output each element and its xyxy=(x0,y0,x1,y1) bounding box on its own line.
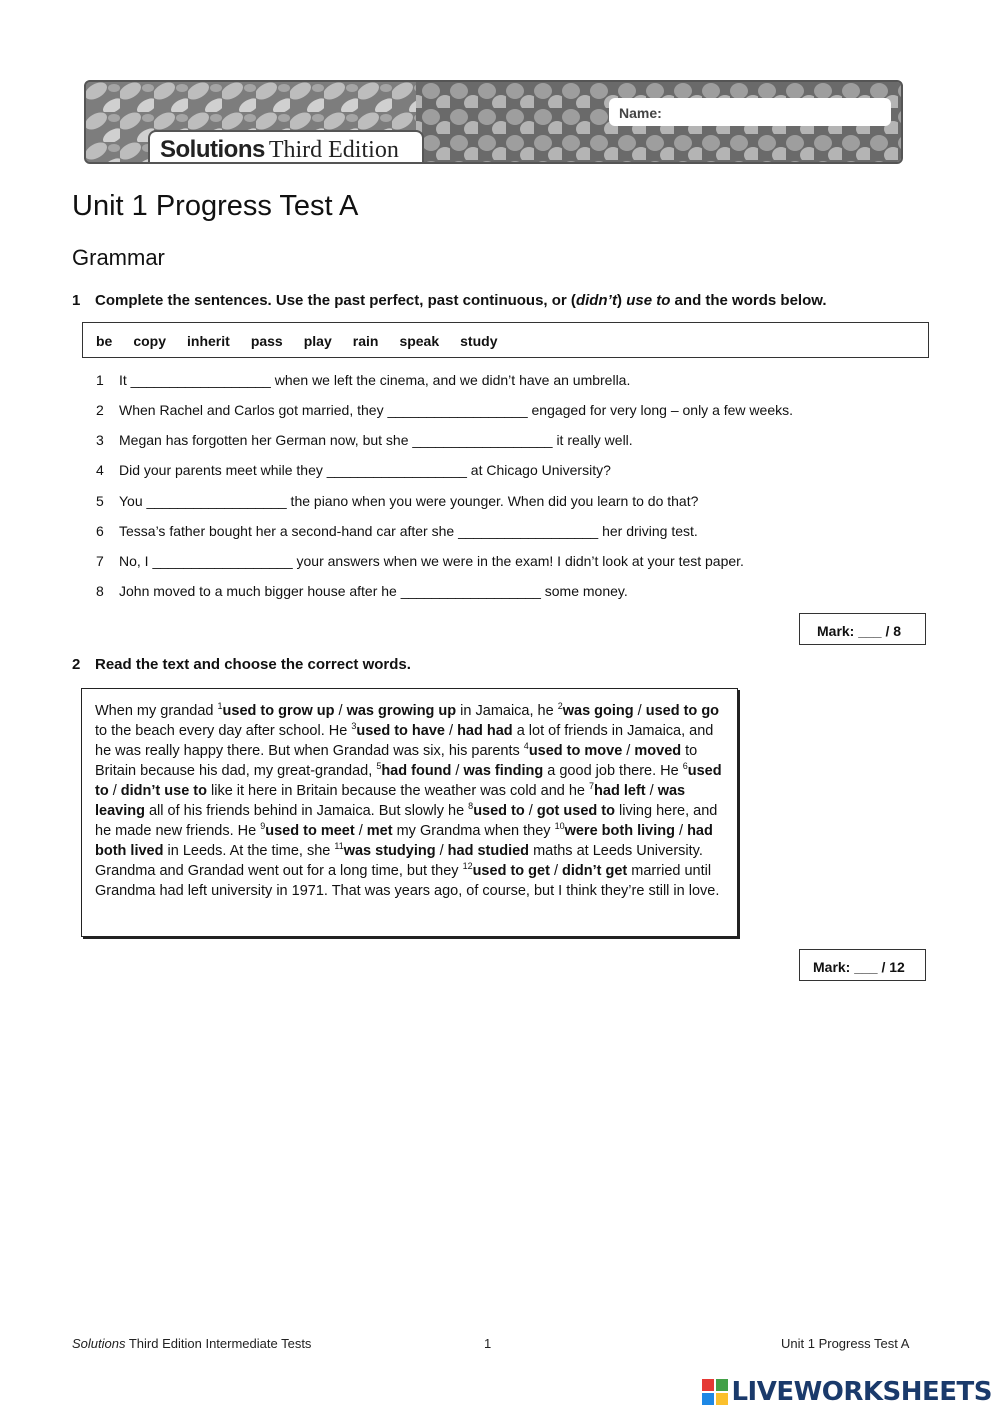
answer-option[interactable]: was studying xyxy=(343,843,436,859)
passage-text: / xyxy=(633,703,646,719)
exercise-number: 2 xyxy=(72,656,81,673)
footer-page-number: 1 xyxy=(484,1336,492,1351)
answer-option[interactable]: used to xyxy=(473,803,525,819)
exercise-1-mark: Mark: ___ / 8 xyxy=(799,613,926,645)
gap-number: 9 xyxy=(260,821,266,831)
passage-text: When my grandad xyxy=(95,703,218,719)
answer-option[interactable]: had both lived xyxy=(95,823,713,859)
answer-option[interactable]: didn’t get xyxy=(562,863,628,879)
passage-text: / xyxy=(549,863,563,879)
gap-number: 6 xyxy=(682,761,688,771)
gap-number: 10 xyxy=(554,821,565,831)
question-text[interactable]: Tessa’s father bought her a second-hand car after she __________________ her driving test. xyxy=(119,523,698,539)
passage-text: in Jamaica, he xyxy=(456,703,558,719)
answer-option[interactable]: were both living xyxy=(564,823,675,839)
passage-text: / xyxy=(524,803,537,819)
passage-text: living here, and he made new friends. He xyxy=(95,803,718,839)
passage-text: maths at Leeds University. Grandma and Grandad went out for a long time, but they xyxy=(95,843,703,879)
answer-option[interactable]: was going xyxy=(562,703,634,719)
gap-number: 4 xyxy=(523,741,529,751)
section-title: Grammar xyxy=(72,245,165,270)
answer-option[interactable]: used to go xyxy=(645,703,720,719)
liveworksheets-icon xyxy=(702,1379,728,1405)
question-item: 1 It __________________ when we left the cinema, and we didn’t have an umbrella. xyxy=(96,372,631,388)
gap-number: 12 xyxy=(462,861,473,871)
page-title: Unit 1 Progress Test A xyxy=(72,190,359,222)
exercise-number: 1 xyxy=(72,292,81,309)
question-text[interactable]: You __________________ the piano when you were younger. When did you learn to do that? xyxy=(119,493,699,509)
answer-option[interactable]: moved xyxy=(634,743,682,759)
liveworksheets-logo xyxy=(702,1375,992,1409)
question-text[interactable]: John moved to a much bigger house after he __________________ some money. xyxy=(119,583,628,599)
exercise-2-instruction: 2 Read the text and choose the correct words. xyxy=(72,656,411,673)
passage-text: in Leeds. At the time, she xyxy=(163,843,335,859)
gap-number: 2 xyxy=(557,701,563,711)
question-text[interactable]: Megan has forgotten her German now, but she __________________ it really well. xyxy=(119,432,633,448)
word-bank-item: study xyxy=(460,333,498,349)
name-label: Name: xyxy=(619,105,662,121)
word-bank-item: speak xyxy=(399,333,440,349)
passage-text: / xyxy=(451,763,464,779)
answer-option[interactable]: was finding xyxy=(463,763,544,779)
gap-number: 11 xyxy=(334,841,344,851)
answer-option[interactable]: got used to xyxy=(536,803,615,819)
question-item: 7 No, I __________________ your answers when we were in the exam! I didn’t look at your test paper. xyxy=(96,553,744,569)
word-bank-item: rain xyxy=(352,333,379,349)
passage-text: my Grandma when they xyxy=(392,823,555,839)
question-item: 6 Tessa’s father bought her a second-hand car after she __________________ her driving test. xyxy=(96,523,698,539)
word-bank-item: pass xyxy=(250,333,283,349)
answer-option[interactable]: had studied xyxy=(447,843,530,859)
gap-number: 1 xyxy=(217,701,223,711)
passage-text: like it here in Britain because the weather was cold and he xyxy=(206,783,590,799)
passage-text: / xyxy=(108,783,121,799)
header-banner xyxy=(84,80,903,164)
question-text[interactable]: It __________________ when we left the cinema, and we didn’t have an umbrella. xyxy=(119,372,631,388)
answer-option[interactable]: used to move xyxy=(528,743,623,759)
exercise-1-instruction: 1 Complete the sentences. Use the past perfect, past continuous, or (didn’t) use to and the words below. xyxy=(72,292,827,309)
answer-option[interactable]: used to grow up xyxy=(222,703,335,719)
answer-option[interactable]: had left xyxy=(594,783,646,799)
gap-number: 8 xyxy=(468,801,474,811)
passage-text: a good job there. He xyxy=(543,763,683,779)
answer-option[interactable]: had found xyxy=(381,763,452,779)
reading-text-box xyxy=(81,688,738,937)
question-item: 8 John moved to a much bigger house after he __________________ some money. xyxy=(96,583,628,599)
answer-option[interactable]: used to meet xyxy=(265,823,355,839)
answer-option[interactable]: was leaving xyxy=(95,783,686,819)
exercise-2-mark: Mark: ___ / 12 xyxy=(799,949,926,981)
gap-number: 3 xyxy=(351,721,357,731)
passage-text: a lot of friends in Jamaica, and he was really happy there. But when Grandad was six, his parents xyxy=(95,723,714,759)
passage-text: / xyxy=(645,783,658,799)
passage-text: to the beach every day after school. He xyxy=(95,723,352,739)
passage-text: / xyxy=(674,823,688,839)
passage-text: / xyxy=(334,703,347,719)
brand-name: Solutions xyxy=(160,136,265,163)
question-text[interactable]: No, I __________________ your answers when we were in the exam! I didn’t look at your test paper. xyxy=(119,553,744,569)
gap-number: 5 xyxy=(376,761,382,771)
passage-text: / xyxy=(444,723,458,739)
answer-option[interactable]: used to get xyxy=(472,863,550,879)
brand-logo xyxy=(148,130,424,164)
answer-option[interactable]: used to have xyxy=(356,723,445,739)
question-text[interactable]: When Rachel and Carlos got married, they __________________ engaged for very long – only a few weeks. xyxy=(119,402,793,418)
word-bank-item: be xyxy=(96,333,113,349)
passage-text: / xyxy=(622,743,635,759)
word-bank-item: inherit xyxy=(187,333,230,349)
passage-text: married until Grandma had left university in 1971. That was years ago, of course, but I think they’re still in love. xyxy=(95,863,720,899)
name-field[interactable] xyxy=(609,98,891,126)
answer-option[interactable]: was growing up xyxy=(346,703,457,719)
question-text[interactable]: Did your parents meet while they __________________ at Chicago University? xyxy=(119,462,611,478)
watermark-text: LIVEWORKSHEETS xyxy=(731,1377,992,1407)
question-item: 5 You __________________ the piano when you were younger. When did you learn to do that? xyxy=(96,493,699,509)
brand-edition: Third Edition xyxy=(268,137,399,163)
answer-option[interactable]: didn’t use to xyxy=(120,783,207,799)
word-bank-item: play xyxy=(303,333,332,349)
answer-option[interactable]: met xyxy=(366,823,393,839)
passage-text: all of his friends behind in Jamaica. But slowly he xyxy=(144,803,469,819)
answer-option[interactable]: used to xyxy=(95,763,722,799)
footer-right: Unit 1 Progress Test A xyxy=(781,1336,910,1351)
question-item: 3 Megan has forgotten her German now, but she __________________ it really well. xyxy=(96,432,633,448)
word-bank-item: copy xyxy=(133,333,167,349)
word-bank xyxy=(82,322,929,358)
passage-text: / xyxy=(354,823,367,839)
gap-number: 7 xyxy=(589,781,595,791)
passage-text: / xyxy=(435,843,448,859)
passage-text: to Britain because his dad, my great-grandad, xyxy=(95,743,698,779)
answer-option[interactable]: had had xyxy=(457,723,513,739)
question-item: 4 Did your parents meet while they __________________ at Chicago University? xyxy=(96,462,611,478)
footer-left: Solutions Third Edition Intermediate Tests xyxy=(72,1336,312,1351)
question-item: 2 When Rachel and Carlos got married, they __________________ engaged for very long – only a few weeks. xyxy=(96,402,793,418)
